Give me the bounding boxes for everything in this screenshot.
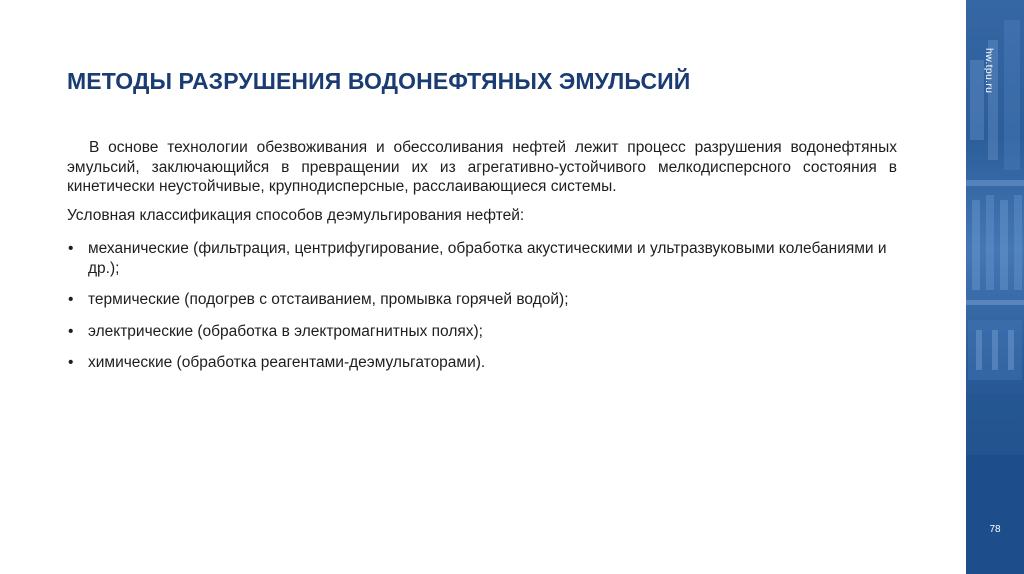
intro-paragraph: В основе технологии обезвоживания и обессоливания нефтей лежит процесс разрушения водонефтяных эмульсий, заключающийся в превращении их из агрегативно-устойчивого мелкодисперсного состояния в кинетически неустойчивые, крупнодисперсные, расслаивающиеся системы. xyxy=(67,139,897,195)
bullet-icon: • xyxy=(68,354,74,371)
side-panel xyxy=(966,0,1024,574)
site-url-label: hw.tpu.ru xyxy=(983,48,995,94)
classification-lead: Условная классификация способов деэмульгирования нефтей: xyxy=(67,206,525,224)
method-text: электрические (обработка в электромагнитных полях); xyxy=(88,322,483,340)
bullet-icon: • xyxy=(68,291,74,308)
bullet-icon: • xyxy=(68,240,74,257)
slide-body xyxy=(67,138,897,385)
list-item-chemical xyxy=(67,353,897,373)
page-number: 78 xyxy=(989,524,1001,535)
method-text: механические (фильтрация, центрифугирование, обработка акустическими и ультразвуковыми колебаниями и др.); xyxy=(88,240,887,277)
panel-footer xyxy=(966,455,1024,574)
slide-title: МЕТОДЫ РАЗРУШЕНИЯ ВОДОНЕФТЯНЫХ ЭМУЛЬСИЙ xyxy=(67,68,691,94)
list-item-mechanical xyxy=(67,239,897,278)
bullet-icon: • xyxy=(68,322,74,340)
method-text: термические (подогрев с отстаиванием, промывка горячей водой); xyxy=(88,291,569,308)
building-photo-decoration xyxy=(966,0,1024,455)
list-item-electrical xyxy=(67,322,897,342)
building-illustration xyxy=(966,0,1024,455)
method-text: химические (обработка реагентами-деэмульгаторами). xyxy=(88,354,486,371)
methods-list xyxy=(67,239,897,373)
list-item-thermal xyxy=(67,290,897,310)
